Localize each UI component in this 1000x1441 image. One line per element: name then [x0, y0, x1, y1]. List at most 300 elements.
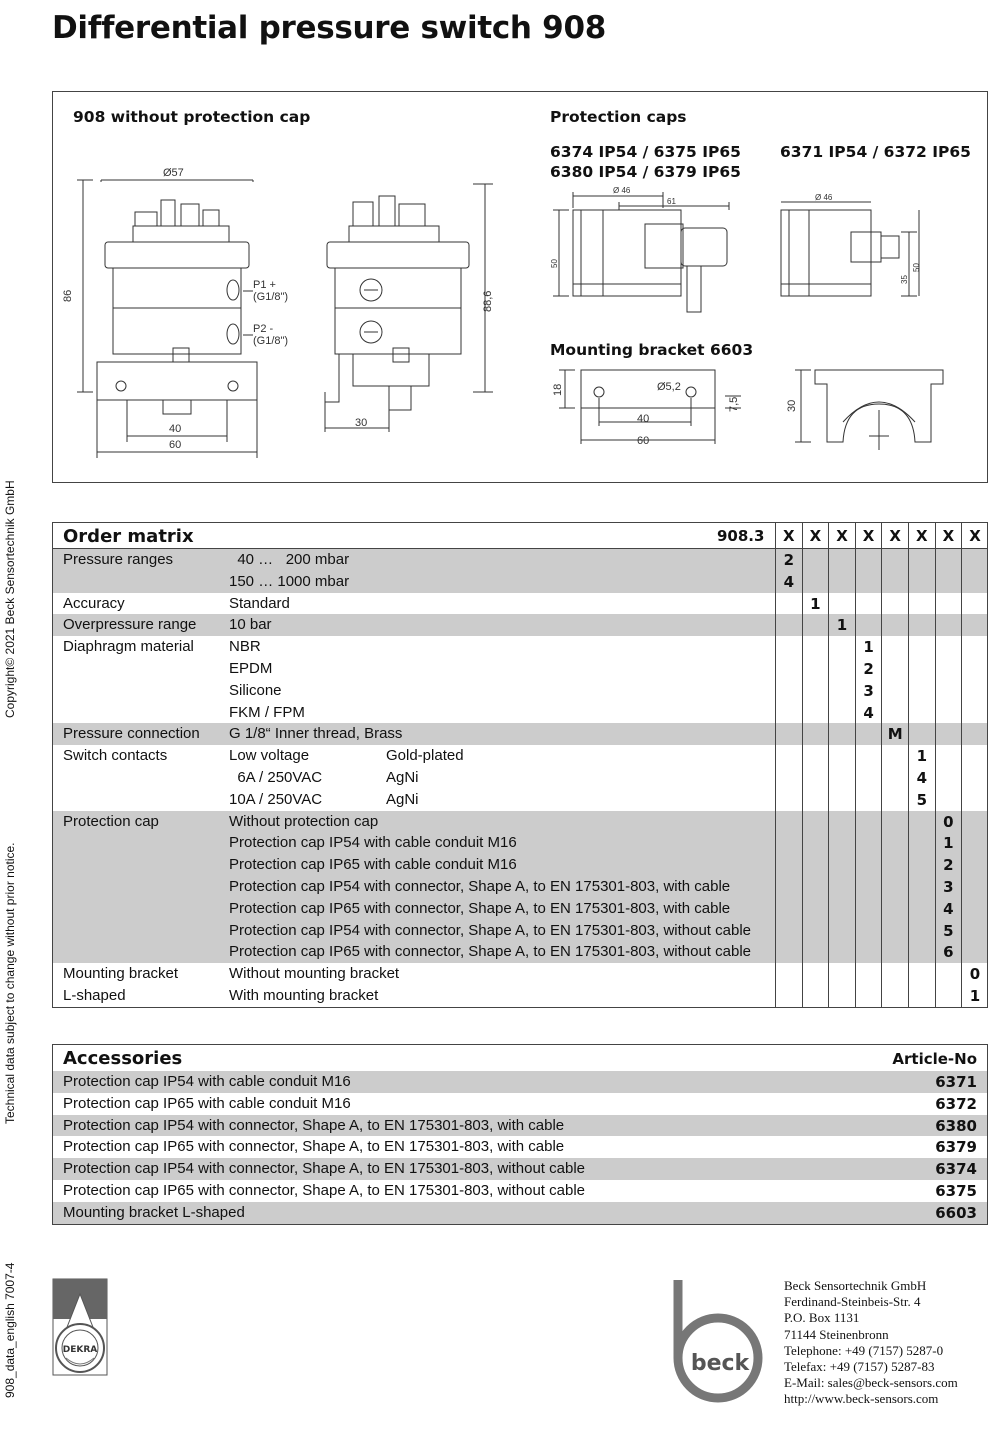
matrix-cell — [855, 593, 882, 615]
matrix-row-value: G 1/8“ Inner thread, Brass — [229, 725, 403, 743]
matrix-row-value: Protection cap IP54 with connector, Shape A, to EN 175301-803, with cable — [229, 877, 731, 895]
dim-bracket-d52: Ø5,2 — [657, 381, 681, 393]
matrix-row-value: 10A / 250VAC — [229, 790, 323, 808]
matrix-cell — [775, 745, 802, 767]
matrix-cell — [961, 658, 988, 680]
matrix-cell: 0 — [961, 963, 988, 985]
matrix-row-value: EPDM — [229, 659, 273, 677]
matrix-cell — [935, 767, 962, 789]
matrix-col-2: X — [802, 523, 829, 548]
accessory-name: Protection cap IP65 with cable conduit M16 — [63, 1094, 351, 1112]
accessory-article-no: 6379 — [935, 1138, 977, 1157]
accessories-table — [52, 1044, 988, 1225]
matrix-cell: 1 — [961, 985, 988, 1007]
matrix-row — [53, 854, 987, 876]
dim-bracket-h30: 30 — [786, 399, 798, 412]
bracket-front-drawing — [559, 370, 741, 444]
matrix-cell — [775, 636, 802, 658]
matrix-cell — [775, 854, 802, 876]
accessory-name: Protection cap IP65 with connector, Shape A, to EN 175301-803, without cable — [63, 1181, 586, 1199]
matrix-col-3: X — [828, 523, 855, 548]
matrix-cell — [961, 571, 988, 593]
company-address — [784, 1278, 958, 1408]
matrix-cell — [828, 571, 855, 593]
accessories-title: Accessories — [63, 1048, 183, 1069]
dim-bracket-w40: 40 — [637, 413, 650, 425]
matrix-row-value: Low voltage — [229, 747, 310, 765]
matrix-cell — [908, 898, 935, 920]
matrix-cell — [828, 636, 855, 658]
matrix-cell — [802, 680, 829, 702]
matrix-row-value-2: Gold-plated — [386, 747, 464, 765]
matrix-cell — [935, 702, 962, 724]
matrix-cell: 2 — [855, 658, 882, 680]
matrix-cell: 4 — [855, 702, 882, 724]
dim-cap-a-d46: Ø 46 — [613, 186, 631, 195]
matrix-cell — [961, 854, 988, 876]
dim-cap-b-50: 50 — [912, 263, 921, 272]
matrix-cell — [802, 767, 829, 789]
accessory-row — [53, 1202, 987, 1224]
dim-h86: 86 — [62, 289, 74, 302]
matrix-row — [53, 876, 987, 898]
matrix-row-value: Protection cap IP65 with connector, Shape A, to EN 175301-803, with cable — [229, 899, 731, 917]
matrix-cell — [828, 832, 855, 854]
matrix-cell: 5 — [908, 789, 935, 811]
matrix-row-value: Protection cap IP65 with connector, Shape A, to EN 175301-803, without cable — [229, 943, 752, 961]
matrix-cell — [908, 571, 935, 593]
matrix-row — [53, 898, 987, 920]
matrix-row-value-2: AgNi — [386, 790, 419, 808]
order-matrix-header — [53, 523, 987, 549]
matrix-cell — [881, 963, 908, 985]
matrix-cell — [775, 767, 802, 789]
matrix-row-label: L-shaped — [63, 986, 126, 1004]
matrix-cell — [855, 985, 882, 1007]
matrix-cell — [802, 789, 829, 811]
matrix-cell — [961, 832, 988, 854]
matrix-cell — [935, 593, 962, 615]
matrix-cell — [775, 985, 802, 1007]
matrix-cell: 2 — [775, 549, 802, 571]
matrix-cell — [881, 941, 908, 963]
matrix-cell — [855, 941, 882, 963]
order-matrix-body — [53, 549, 987, 1007]
matrix-cell — [828, 985, 855, 1007]
matrix-row-label: Pressure ranges — [63, 551, 174, 568]
matrix-cell — [935, 789, 962, 811]
matrix-row — [53, 832, 987, 854]
matrix-cell — [961, 876, 988, 898]
accessory-name: Protection cap IP65 with connector, Shape A, to EN 175301-803, with cable — [63, 1138, 565, 1156]
matrix-row-value: 40 … 200 mbar — [229, 551, 350, 568]
matrix-row-value: Protection cap IP54 with cable conduit M16 — [229, 834, 517, 852]
accessory-article-no: 6371 — [935, 1073, 977, 1091]
matrix-row-label: Accuracy — [63, 594, 125, 612]
matrix-row-label: Mounting bracket — [63, 965, 179, 983]
matrix-col-6: X — [908, 523, 935, 548]
matrix-row-label: Protection cap — [63, 812, 159, 830]
matrix-cell — [828, 593, 855, 615]
matrix-cell — [935, 723, 962, 745]
matrix-cell — [961, 811, 988, 833]
matrix-cell — [908, 876, 935, 898]
accessory-name: Protection cap IP54 with connector, Shape A, to EN 175301-803, with cable — [63, 1116, 565, 1134]
matrix-cell — [775, 789, 802, 811]
matrix-cell — [908, 854, 935, 876]
website-link[interactable]: http://www.beck-sensors.com — [784, 1391, 939, 1407]
matrix-cell — [935, 985, 962, 1007]
matrix-cell — [828, 549, 855, 571]
matrix-cell — [802, 898, 829, 920]
matrix-cell — [908, 702, 935, 724]
drawing-title-bracket: Mounting bracket 6603 — [550, 341, 754, 359]
matrix-row — [53, 571, 987, 593]
matrix-cell — [828, 920, 855, 942]
matrix-cell — [935, 680, 962, 702]
matrix-cell — [775, 723, 802, 745]
accessory-row — [53, 1158, 987, 1180]
label-p1: P1 + — [253, 279, 276, 291]
matrix-cell — [908, 941, 935, 963]
matrix-cell — [855, 614, 882, 636]
matrix-cell: 3 — [855, 680, 882, 702]
order-matrix-title: Order matrix — [63, 526, 194, 547]
matrix-cell — [802, 920, 829, 942]
matrix-row-value: 150 … 1000 mbar — [229, 572, 350, 590]
matrix-cell — [908, 593, 935, 615]
matrix-cell — [961, 593, 988, 615]
matrix-cell — [802, 614, 829, 636]
matrix-cell — [855, 898, 882, 920]
matrix-cell — [828, 658, 855, 680]
matrix-cell — [935, 549, 962, 571]
svg-text:DEKRA: DEKRA — [62, 1345, 98, 1355]
dim-bracket-h75: 7,5 — [728, 396, 740, 412]
matrix-row — [53, 702, 987, 724]
matrix-cell — [881, 614, 908, 636]
matrix-cell — [855, 832, 882, 854]
accessories-body — [53, 1071, 987, 1224]
matrix-row-value: Silicone — [229, 681, 282, 699]
page-title: Differential pressure switch 908 — [52, 10, 606, 46]
cap-a-drawing — [553, 192, 729, 312]
label-p1-thread: (G1/8") — [253, 291, 289, 303]
matrix-cell — [775, 920, 802, 942]
matrix-row — [53, 985, 987, 1007]
matrix-cell — [802, 571, 829, 593]
matrix-cell — [855, 876, 882, 898]
matrix-col-7: X — [935, 523, 962, 548]
dim-cap-b-d46: Ø 46 — [815, 193, 833, 202]
matrix-row — [53, 811, 987, 833]
matrix-row-value: Standard — [229, 594, 290, 612]
matrix-cell — [961, 745, 988, 767]
dekra-certification-seal — [52, 1278, 108, 1376]
matrix-cell — [828, 898, 855, 920]
matrix-cell — [802, 658, 829, 680]
matrix-cell — [802, 745, 829, 767]
matrix-cell — [961, 941, 988, 963]
front-view-drawing — [77, 180, 257, 458]
matrix-row — [53, 636, 987, 658]
matrix-cell — [881, 767, 908, 789]
matrix-row — [53, 593, 987, 615]
matrix-cell: 1 — [935, 832, 962, 854]
article-no-header: Article-No — [892, 1050, 977, 1068]
matrix-cell — [828, 745, 855, 767]
beck-logo — [666, 1278, 776, 1408]
address-line: 71144 Steinenbronn — [784, 1326, 889, 1342]
cap-b-drawing — [781, 202, 919, 296]
matrix-cell: 3 — [935, 876, 962, 898]
matrix-cell — [855, 767, 882, 789]
dim-w60: 60 — [169, 439, 182, 451]
matrix-row-value: FKM / FPM — [229, 703, 305, 721]
order-matrix-code: 908.3 — [717, 527, 765, 545]
accessory-article-no: 6380 — [935, 1116, 977, 1135]
matrix-cell — [775, 876, 802, 898]
matrix-cell — [881, 593, 908, 615]
matrix-cell — [961, 636, 988, 658]
matrix-cell — [855, 854, 882, 876]
address-line: Telephone: +49 (7157) 5287-0 — [784, 1342, 944, 1358]
matrix-cell — [908, 658, 935, 680]
matrix-cell: 4 — [775, 571, 802, 593]
matrix-cell — [908, 723, 935, 745]
matrix-cell — [802, 854, 829, 876]
accessory-name: Protection cap IP54 with connector, Shape A, to EN 175301-803, without cable — [63, 1160, 586, 1178]
matrix-row-value: Without protection cap — [229, 812, 379, 830]
matrix-cell — [881, 920, 908, 942]
matrix-cell — [828, 680, 855, 702]
accessory-article-no: 6374 — [935, 1160, 977, 1179]
matrix-cell — [908, 963, 935, 985]
address-line: Beck Sensortechnik GmbH — [784, 1278, 927, 1293]
matrix-cell — [961, 767, 988, 789]
matrix-row — [53, 680, 987, 702]
matrix-cell — [775, 593, 802, 615]
caps-a-line1: 6374 IP54 / 6375 IP65 — [550, 143, 741, 161]
matrix-cell — [775, 680, 802, 702]
matrix-cell — [961, 680, 988, 702]
accessory-row — [53, 1136, 987, 1158]
address-line: Ferdinand-Steinbeis-Str. 4 — [784, 1294, 921, 1310]
matrix-row-label: Diaphragm material — [63, 638, 194, 656]
matrix-cell — [855, 549, 882, 571]
matrix-col-5: X — [881, 523, 908, 548]
matrix-cell: 1 — [802, 593, 829, 615]
side-view-drawing — [325, 184, 493, 432]
matrix-cell — [908, 614, 935, 636]
accessory-name: Protection cap IP54 with cable conduit M16 — [63, 1073, 351, 1090]
matrix-cell — [828, 811, 855, 833]
matrix-cell: 6 — [935, 941, 962, 963]
matrix-cell — [935, 963, 962, 985]
label-p2: P2 - — [253, 323, 274, 335]
matrix-cell — [775, 898, 802, 920]
matrix-row — [53, 658, 987, 680]
matrix-cell — [908, 832, 935, 854]
matrix-cell — [961, 614, 988, 636]
matrix-cell — [908, 811, 935, 833]
matrix-cell — [961, 898, 988, 920]
matrix-cell — [881, 745, 908, 767]
matrix-cell — [881, 789, 908, 811]
label-p2-thread: (G1/8") — [253, 335, 289, 347]
change-notice-text: Technical data subject to change without prior notice. — [3, 842, 17, 1124]
address-line: P.O. Box 1131 — [784, 1310, 860, 1326]
matrix-cell — [961, 702, 988, 724]
matrix-cell — [828, 789, 855, 811]
accessories-header — [53, 1045, 987, 1071]
matrix-cell — [828, 767, 855, 789]
matrix-cell — [828, 702, 855, 724]
matrix-cell — [881, 832, 908, 854]
sidebar-notes — [0, 0, 20, 1441]
matrix-row — [53, 963, 987, 985]
matrix-cell — [775, 832, 802, 854]
address-line: Telefax: +49 (7157) 5287-83 — [784, 1359, 935, 1375]
matrix-cell — [775, 658, 802, 680]
matrix-row — [53, 789, 987, 811]
matrix-cell — [881, 571, 908, 593]
matrix-cell: 1 — [855, 636, 882, 658]
matrix-cell — [828, 876, 855, 898]
matrix-cell — [802, 876, 829, 898]
matrix-row-value: 6A / 250VAC — [229, 768, 323, 786]
accessory-row — [53, 1093, 987, 1115]
matrix-cell — [881, 549, 908, 571]
matrix-cell — [855, 963, 882, 985]
matrix-row — [53, 767, 987, 789]
matrix-row-label: Switch contacts — [63, 747, 168, 765]
caps-b-label: 6371 IP54 / 6372 IP65 — [780, 143, 971, 161]
matrix-row — [53, 941, 987, 963]
document-id: 908_data_english 7007-4 — [3, 1262, 17, 1398]
matrix-cell — [908, 985, 935, 1007]
matrix-row — [53, 614, 987, 636]
matrix-cell — [802, 636, 829, 658]
matrix-cell — [961, 549, 988, 571]
caps-a-line2: 6380 IP54 / 6379 IP65 — [550, 163, 741, 181]
matrix-cell: 4 — [908, 767, 935, 789]
matrix-row-value: Without mounting bracket — [229, 965, 400, 983]
matrix-cell: 4 — [935, 898, 962, 920]
matrix-cell: 2 — [935, 854, 962, 876]
accessory-row — [53, 1180, 987, 1202]
matrix-cell — [881, 876, 908, 898]
beck-logo-text: beck — [690, 1351, 750, 1376]
matrix-cell — [881, 680, 908, 702]
matrix-cell — [881, 702, 908, 724]
matrix-cell — [802, 941, 829, 963]
dim-h886: 88,6 — [482, 290, 494, 312]
matrix-row — [53, 549, 987, 571]
matrix-row-value: 10 bar — [229, 616, 272, 634]
matrix-cell — [855, 811, 882, 833]
matrix-row — [53, 920, 987, 942]
matrix-cell — [802, 811, 829, 833]
order-matrix-table — [52, 522, 988, 1008]
matrix-cell — [935, 658, 962, 680]
matrix-cell — [855, 745, 882, 767]
bracket-side-drawing — [795, 370, 943, 450]
dim-w30: 30 — [355, 417, 368, 429]
dim-d57: Ø57 — [163, 167, 184, 179]
matrix-cell — [881, 985, 908, 1007]
accessory-name: Mounting bracket L-shaped — [63, 1203, 245, 1221]
matrix-row-value: Protection cap IP54 with connector, Shape A, to EN 175301-803, without cable — [229, 921, 752, 939]
matrix-cell — [828, 963, 855, 985]
matrix-cell — [855, 571, 882, 593]
matrix-row-label: Overpressure range — [63, 616, 197, 634]
dim-cap-a-61: 61 — [667, 197, 676, 206]
matrix-cell — [855, 920, 882, 942]
matrix-cell — [802, 723, 829, 745]
matrix-cell — [828, 854, 855, 876]
accessory-article-no: 6603 — [935, 1203, 977, 1222]
accessory-row — [53, 1115, 987, 1137]
matrix-cell — [775, 702, 802, 724]
matrix-cell — [802, 702, 829, 724]
technical-drawings — [52, 91, 988, 483]
matrix-cell: M — [881, 723, 908, 745]
matrix-cell — [935, 745, 962, 767]
switch-drawings-svg — [53, 92, 987, 482]
matrix-cell — [802, 832, 829, 854]
matrix-row — [53, 745, 987, 767]
matrix-col-4: X — [855, 523, 882, 548]
dim-bracket-w60: 60 — [637, 435, 650, 447]
accessory-article-no: 6375 — [935, 1181, 977, 1200]
matrix-cell — [775, 941, 802, 963]
drawing-title-caps: Protection caps — [550, 108, 687, 126]
matrix-cell — [855, 789, 882, 811]
matrix-row — [53, 723, 987, 745]
matrix-cell — [802, 963, 829, 985]
matrix-row-value: NBR — [229, 638, 261, 656]
matrix-cell: 1 — [828, 614, 855, 636]
matrix-cell — [802, 549, 829, 571]
matrix-cell — [961, 789, 988, 811]
matrix-cell — [908, 636, 935, 658]
matrix-cell — [935, 571, 962, 593]
matrix-cell — [855, 723, 882, 745]
matrix-cell: 0 — [935, 811, 962, 833]
matrix-row-value: With mounting bracket — [229, 986, 379, 1004]
email-link[interactable]: E-Mail: sales@beck-sensors.com — [784, 1375, 958, 1391]
copyright-text: Copyright© 2021 Beck Sensortechnik GmbH — [3, 480, 17, 718]
matrix-cell — [828, 723, 855, 745]
matrix-cell: 1 — [908, 745, 935, 767]
matrix-cell — [775, 811, 802, 833]
matrix-cell — [881, 854, 908, 876]
matrix-cell — [775, 614, 802, 636]
matrix-cell — [881, 811, 908, 833]
matrix-cell — [908, 920, 935, 942]
matrix-cell — [961, 920, 988, 942]
matrix-row-value-2: AgNi — [386, 768, 419, 786]
dim-bracket-h18: 18 — [552, 383, 564, 396]
matrix-cell — [881, 898, 908, 920]
matrix-cell — [908, 680, 935, 702]
matrix-col-1: X — [775, 523, 802, 548]
matrix-row-value: Protection cap IP65 with cable conduit M16 — [229, 856, 517, 874]
matrix-cell — [881, 636, 908, 658]
matrix-cell — [881, 658, 908, 680]
matrix-cell — [908, 549, 935, 571]
